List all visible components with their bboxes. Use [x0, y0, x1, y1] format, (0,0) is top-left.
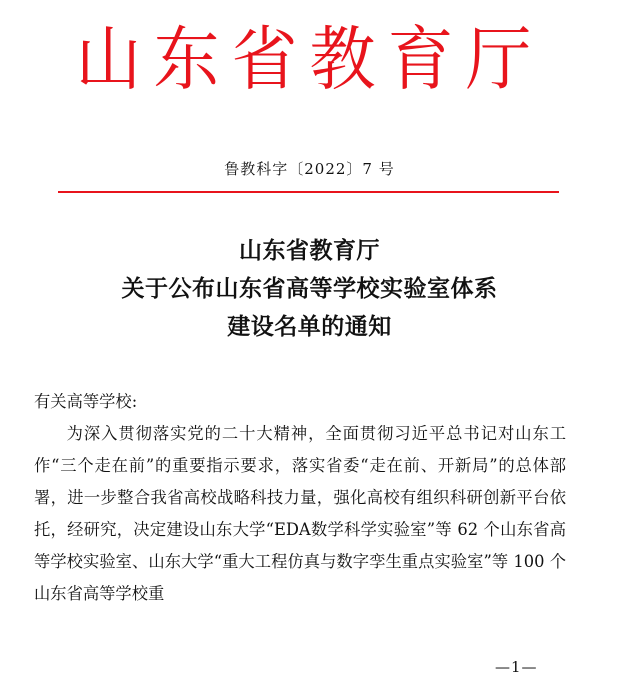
notice-title — [0, 232, 619, 346]
page-number: —1— — [495, 658, 538, 676]
notice-title-line-2: 关于公布山东省高等学校实验室体系 — [121, 276, 498, 302]
notice-title-line-3: 建设名单的通知 — [227, 314, 392, 340]
notice-title-line-1: 山东省教育厅 — [239, 238, 380, 264]
salutation: 有关高等学校: — [34, 392, 138, 411]
agency-masthead: 山东省教育厅 — [75, 19, 544, 100]
document-body — [34, 386, 566, 610]
red-divider-line — [58, 191, 559, 193]
document-number: 鲁教科字〔2022〕7 号 — [224, 160, 395, 178]
body-paragraph: 为深入贯彻落实党的二十大精神，全面贯彻习近平总书记对山东工作“三个走在前”的重要指示要求，落实省委“走在前、开新局”的总体部署，进一步整合我省高校战略科技力量，强化高校有组织科研创新平台依托，经研究，决定建设山东大学“EDA数学科学实验室”等 62 个山东省高等学校实验室、山东大学“重大工程仿真与数字孪生重点实验室”等 100 个山东省高等学校重 — [34, 424, 566, 603]
